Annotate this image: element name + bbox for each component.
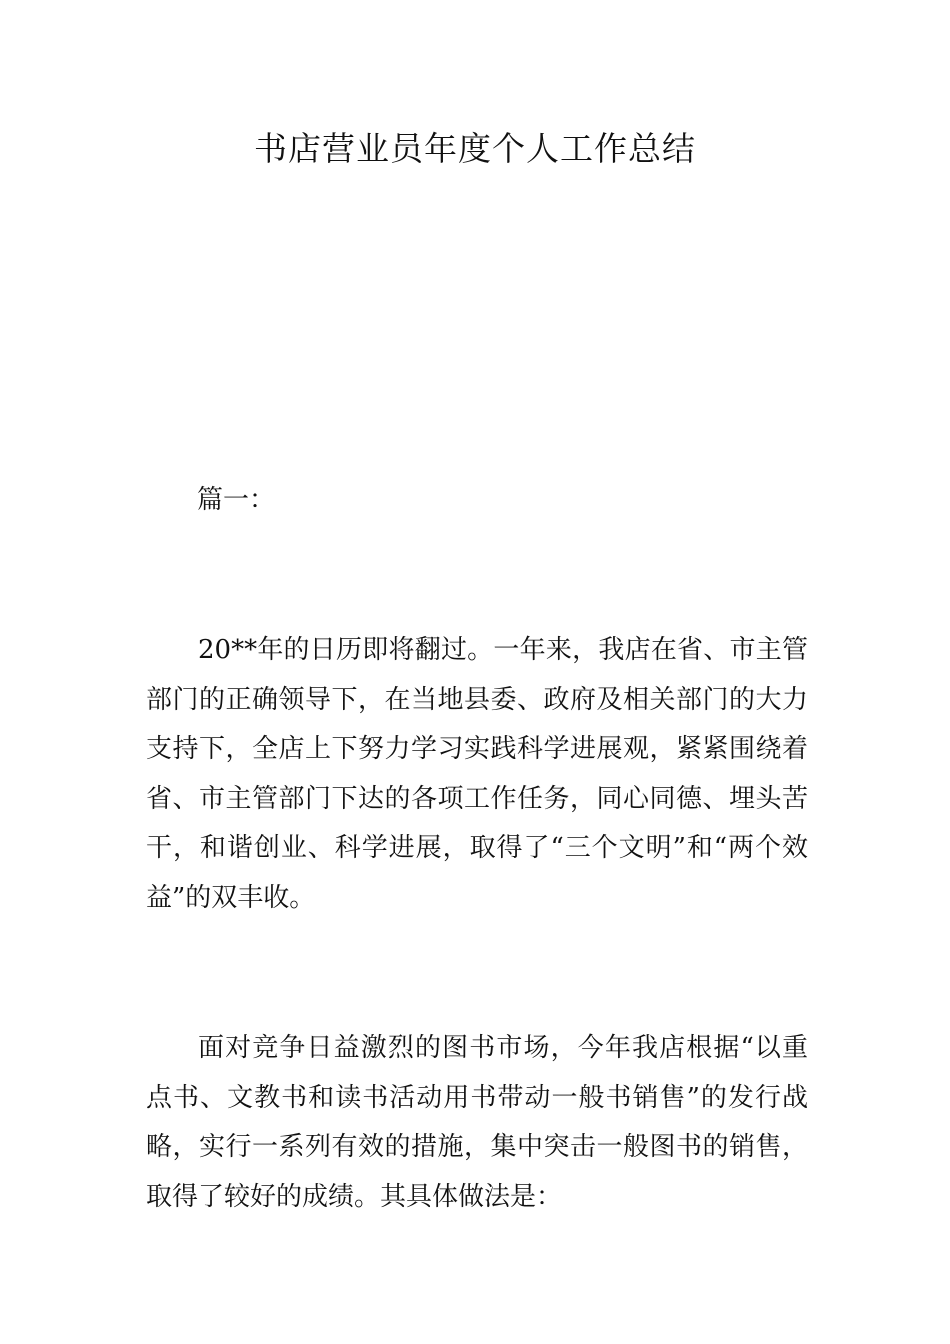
body-paragraph-1: 20**年的日历即将翻过。一年来，我店在省、市主管部门的正确领导下，在当地县委、政府及相关部门的大力支持下，全店上下努力学习实践科学进展观，紧紧围绕着省、市主管部门下达的各项工作任务，同心同德、埋头苦干，和谐创业、科学进展，取得了“三个文明”和“两个效益”的双丰收。 [146, 635, 808, 913]
section-label: 篇一： [197, 485, 276, 515]
body-paragraph-2: 面对竞争日益激烈的图书市场，今年我店根据“以重点书、文教书和读书活动用书带动一般书销售”的发行战略，实行一系列有效的措施，集中突击一般图书的销售，取得了较好的成绩。其具体做法是： [146, 1033, 808, 1212]
document-title: 书店营业员年度个人工作总结 [254, 129, 696, 168]
